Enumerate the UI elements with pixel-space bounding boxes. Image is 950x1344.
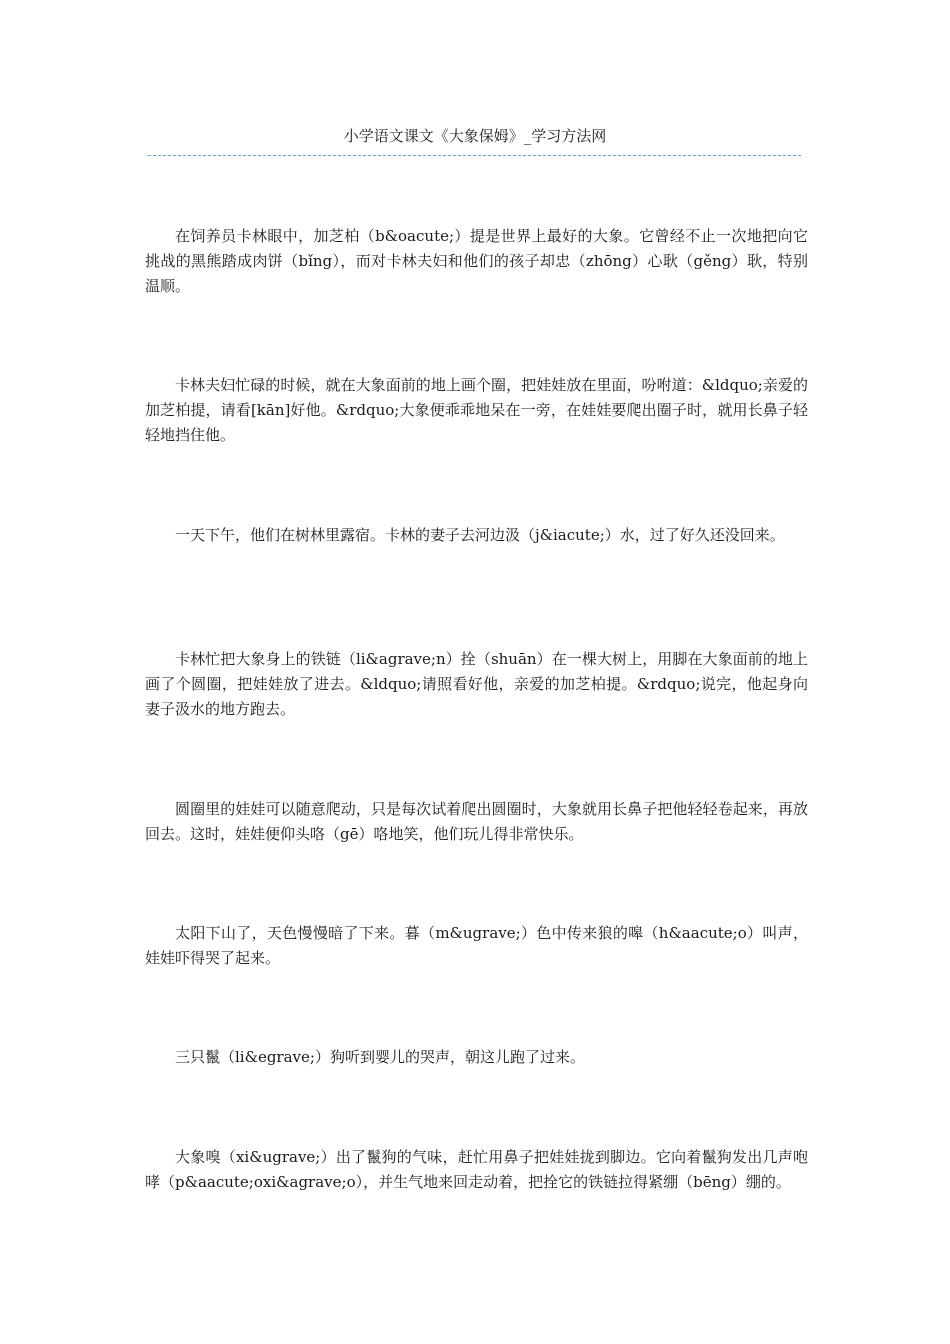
title-divider <box>148 155 801 156</box>
paragraph-3: 一天下午，他们在树林里露宿。卡林的妻子去河边汲（j&iacute;）水，过了好久还没回来。 <box>175 526 785 544</box>
paragraph-2: 卡林夫妇忙碌的时候，就在大象面前的地上画个圈，把娃娃放在里面，吩咐道：&ldquo;亲爱的加芝柏提，请看[kān]好他。&rdquo;大象便乖乖地呆在一旁，在娃娃要爬出圈子时，就用长鼻子轻轻地挡住他。 <box>145 376 808 444</box>
paragraph-5: 圆圈里的娃娃可以随意爬动，只是每次试着爬出圆圈时，大象就用长鼻子把他轻轻卷起来，再放回去。这时，娃娃便仰头咯（gē）咯地笑，他们玩儿得非常快乐。 <box>145 800 808 843</box>
paragraph-4: 卡林忙把大象身上的铁链（li&agrave;n）拴（shuān）在一棵大树上，用脚在大象面前的地上画了个圆圈，把娃娃放了进去。&ldquo;请照看好他，亲爱的加芝柏提。&rdquo;说完，他起身向妻子汲水的地方跑去。 <box>145 650 808 718</box>
paragraph-6: 太阳下山了，天色慢慢暗了下来。暮（m&ugrave;）色中传来狼的嗥（h&aacute;o）叫声，娃娃吓得哭了起来。 <box>145 924 808 967</box>
paragraph-1: 在饲养员卡林眼中，加芝柏（b&oacute;）提是世界上最好的大象。它曾经不止一次地把向它挑战的黑熊踏成肉饼（bǐng），而对卡林夫妇和他们的孩子却忠（zhōng）心耿（gěng）耿，特别温顺。 <box>145 227 808 295</box>
paragraph-7: 三只鬣（li&egrave;）狗听到婴儿的哭声，朝这儿跑了过来。 <box>175 1048 585 1066</box>
paragraph-8: 大象嗅（xi&ugrave;）出了鬣狗的气味，赶忙用鼻子把娃娃拢到脚边。它向着鬣狗发出几声咆哮（p&aacute;oxi&agrave;o），并生气地来回走动着，把拴它的铁链拉得紧绷（bēng）绷的。 <box>145 1148 808 1191</box>
page-title: 小学语文课文《大象保姆》_学习方法网 <box>343 127 607 145</box>
